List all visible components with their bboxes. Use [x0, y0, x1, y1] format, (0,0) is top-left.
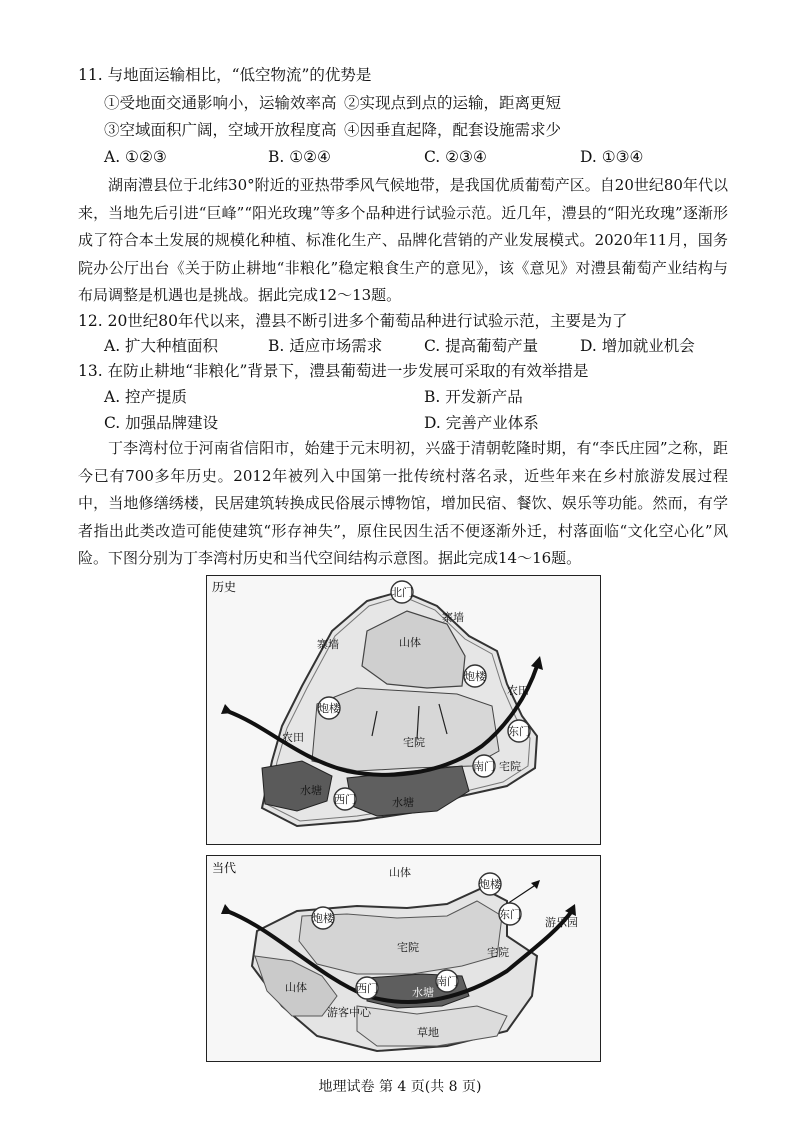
q12-option-c: C. 提高葡萄产量: [424, 337, 539, 355]
watchtower-west-label: 炮楼: [318, 702, 340, 715]
map-modern-tag: 当代: [212, 861, 237, 875]
q12-option-b: B. 适应市场需求: [268, 337, 383, 355]
page-footer: 地理试卷 第 4 页(共 8 页): [318, 1079, 482, 1095]
stockade-label-west: 寨墙: [317, 638, 339, 651]
q11-statement-1: ①受地面交通影响小，运输效率高: [104, 94, 337, 112]
map-modern: [206, 855, 601, 1062]
farmland-label-east: 农田: [507, 684, 529, 697]
q13-option-d: D. 完善产业体系: [424, 414, 539, 432]
courtyard-area: [312, 688, 499, 771]
q11-option-b: B. ①②④: [268, 148, 331, 166]
passage-dingliwan-village: 丁李湾村位于河南省信阳市，始建于元末明初，兴盛于清朝乾隆时期，有“李氏庄园”之称，距今已有700多年历史。2012年被列入中国第一批传统村落名录，近些年来在乡村旅游发展过程中，当地修缮绣楼，民居建筑转换成民俗展示博物馆，增加民宿、餐饮、娱乐等功能。然而，有学者指出此类改造可能使建筑“形存神失”，原住民因生活不便逐渐外迁，村落面临“文化空心化”风险。下图分别为丁李湾村历史和当代空间结构示意图。据此完成14～16题。: [78, 439, 728, 567]
map-history-tag: 历史: [212, 580, 237, 594]
map-history: [206, 575, 601, 845]
grass-label: 草地: [417, 1026, 439, 1039]
courtyard-label-center: 宅院: [403, 736, 425, 749]
q13-option-a: A. 控产提质: [104, 388, 188, 406]
q12-stem: 12. 20世纪80年代以来，澧县不断引进多个葡萄品种进行试验示范，主要是为了: [78, 312, 628, 330]
mountain-label-west: 山体: [285, 981, 307, 994]
road-arrow-west: [221, 704, 233, 714]
q13-stem: 13. 在防止耕地“非粮化”背景下，澧县葡萄进一步发展可采取的有效举措是: [78, 362, 589, 380]
mountain-label-north: 山体: [389, 866, 411, 879]
stockade-label-north: 寨墙: [442, 611, 464, 624]
visitor-center-label: 游客中心: [327, 1006, 371, 1019]
farmland-label-west: 农田: [282, 731, 304, 744]
park-path: [507, 884, 537, 904]
pond-label-west: 水塘: [300, 784, 322, 797]
q11-statement-4: ④因垂直起降，配套设施需求少: [344, 121, 562, 139]
park-label: 游乐园: [545, 916, 578, 929]
q11-stem: 11. 与地面运输相比，“低空物流”的优势是: [78, 66, 372, 84]
q11-option-c: C. ②③④: [424, 148, 487, 166]
courtyard-label-modern: 宅院: [397, 941, 419, 954]
q13-option-b: B. 开发新产品: [424, 388, 523, 406]
courtyard-label-east-modern: 宅院: [487, 946, 509, 959]
east-gate-label: 东门: [508, 725, 530, 738]
watchtower-west-label-modern: 炮楼: [312, 912, 334, 925]
pond-label-main: 水塘: [392, 796, 414, 809]
q11-statement-3: ③空域面积广阔，空域开放程度高: [104, 121, 337, 139]
q11-option-d: D. ①③④: [580, 148, 644, 166]
q12-option-a: A. 扩大种植面积: [104, 337, 219, 355]
watchtower-east-label: 炮楼: [464, 670, 486, 683]
q11-statement-2: ②实现点到点的运输，距离更短: [344, 94, 562, 112]
road-arrow-east: [531, 656, 543, 670]
q11-option-a: A. ①②③: [104, 148, 167, 166]
watchtower-east-label-modern: 炮楼: [479, 878, 501, 891]
north-gate-label: 北门: [391, 586, 413, 599]
mountain-label: 山体: [399, 636, 421, 649]
q12-option-d: D. 增加就业机会: [580, 337, 695, 355]
east-gate-label-modern: 东门: [499, 908, 521, 921]
road-arrow-west-modern: [221, 904, 233, 914]
south-gate-label-modern: 南门: [436, 975, 458, 988]
courtyard-label-east: 宅院: [499, 760, 521, 773]
q13-option-c: C. 加强品牌建设: [104, 414, 219, 432]
passage-lixian-grape: 湖南澧县位于北纬30°附近的亚热带季风气候地带，是我国优质葡萄产区。自20世纪80年代以来，当地先后引进“巨峰”“阳光玫瑰”等多个品种进行试验示范。近几年，澧县的“阳光玫瑰”逐渐形成了符合本土发展的规模化种植、标准化生产、品牌化营销的产业发展模式。2020年11月，国务院办公厅出台《关于防止耕地“非粮化”稳定粮食生产的意见》，该《意见》对澧县葡萄产业结构与布局调整是机遇也是挑战。据此完成12～13题。: [78, 176, 728, 304]
west-gate-label: 西门: [334, 793, 356, 806]
south-gate-label: 南门: [473, 760, 495, 773]
west-gate-label-modern: 西门: [356, 982, 378, 995]
pond-label-modern: 水塘: [412, 986, 434, 999]
